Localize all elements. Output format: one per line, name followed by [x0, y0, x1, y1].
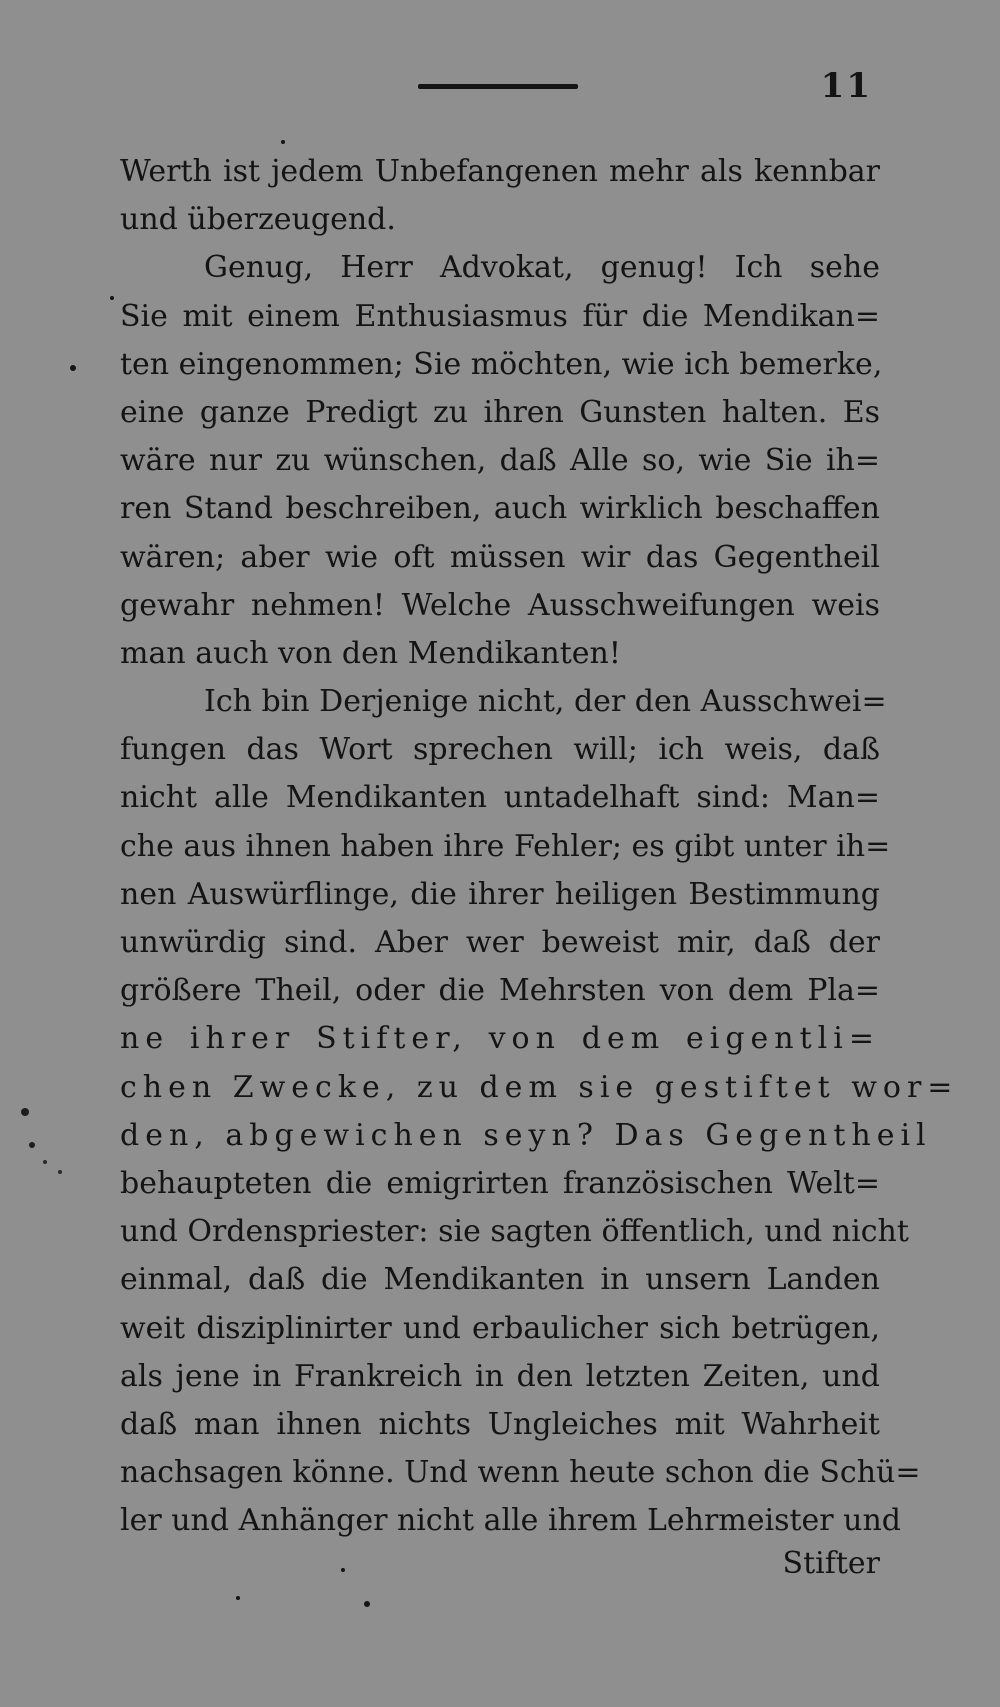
text-line: ne ihrer Stifter, von dem eigentli= [120, 1021, 880, 1057]
text-line: che aus ihnen haben ihre Fehler; es gibt unter ih= [120, 828, 891, 864]
text-line: und Ordenspriester: sie sagten öffentlich, und nicht [120, 1214, 909, 1250]
catchword: Stifter [782, 1546, 880, 1581]
header-rule [418, 84, 578, 89]
text-line: Genug, Herr Advokat, genug! Ich sehe [204, 250, 880, 286]
text-line: nen Auswürflinge, die ihrer heiligen Bestimmung [120, 876, 880, 912]
text-line: ler und Anhänger nicht alle ihrem Lehrmeister und [120, 1503, 902, 1539]
text-line: wären; aber wie oft müssen wir das Gegentheil [120, 539, 880, 575]
text-line: ten eingenommen; Sie möchten, wie ich bemerke, [120, 346, 883, 382]
text-line: als jene in Frankreich in den letzten Zeiten, und [120, 1358, 880, 1394]
text-line: weit disziplinirter und erbaulicher sich betrügen, [120, 1310, 880, 1346]
text-line: nicht alle Mendikanten untadelhaft sind: Man= [120, 780, 880, 816]
text-line: chen Zwecke, zu dem sie gestiftet wor= [120, 1069, 959, 1105]
text-line: größere Theil, oder die Mehrsten von dem Pla= [120, 973, 880, 1009]
text-line: ren Stand beschreiben, auch wirklich beschaffen [120, 491, 880, 527]
text-line: unwürdig sind. Aber wer beweist mir, daß der [120, 925, 880, 960]
text-line: fungen das Wort sprechen will; ich weis, daß [120, 732, 880, 768]
body-text [120, 148, 959, 1545]
text-line: den, abgewichen seyn? Das Gegentheil [120, 1117, 932, 1153]
text-line: nachsagen könne. Und wenn heute schon die Schü= [120, 1455, 921, 1491]
text-line: Ich bin Derjenige nicht, der den Ausschwei= [204, 684, 887, 720]
text-line: einmal, daß die Mendikanten in unsern Landen [120, 1262, 880, 1298]
text-line: daß man ihnen nichts Ungleiches mit Wahrheit [120, 1406, 880, 1442]
text-line: wäre nur zu wünschen, daß Alle so, wie Sie ih= [120, 443, 880, 479]
text-line: und überzeugend. [120, 202, 396, 238]
text-line: Sie mit einem Enthusiasmus für die Mendikan= [120, 298, 880, 334]
page-number: 11 [820, 66, 872, 106]
text-line: behaupteten die emigrirten französischen Welt= [120, 1165, 880, 1201]
text-line: Werth ist jedem Unbefangenen mehr als kennbar [120, 154, 880, 189]
text-line: eine ganze Predigt zu ihren Gunsten halten. Es [120, 394, 880, 430]
text-line: gewahr nehmen! Welche Ausschweifungen weis [120, 587, 880, 623]
text-line: man auch von den Mendikanten! [120, 635, 621, 671]
